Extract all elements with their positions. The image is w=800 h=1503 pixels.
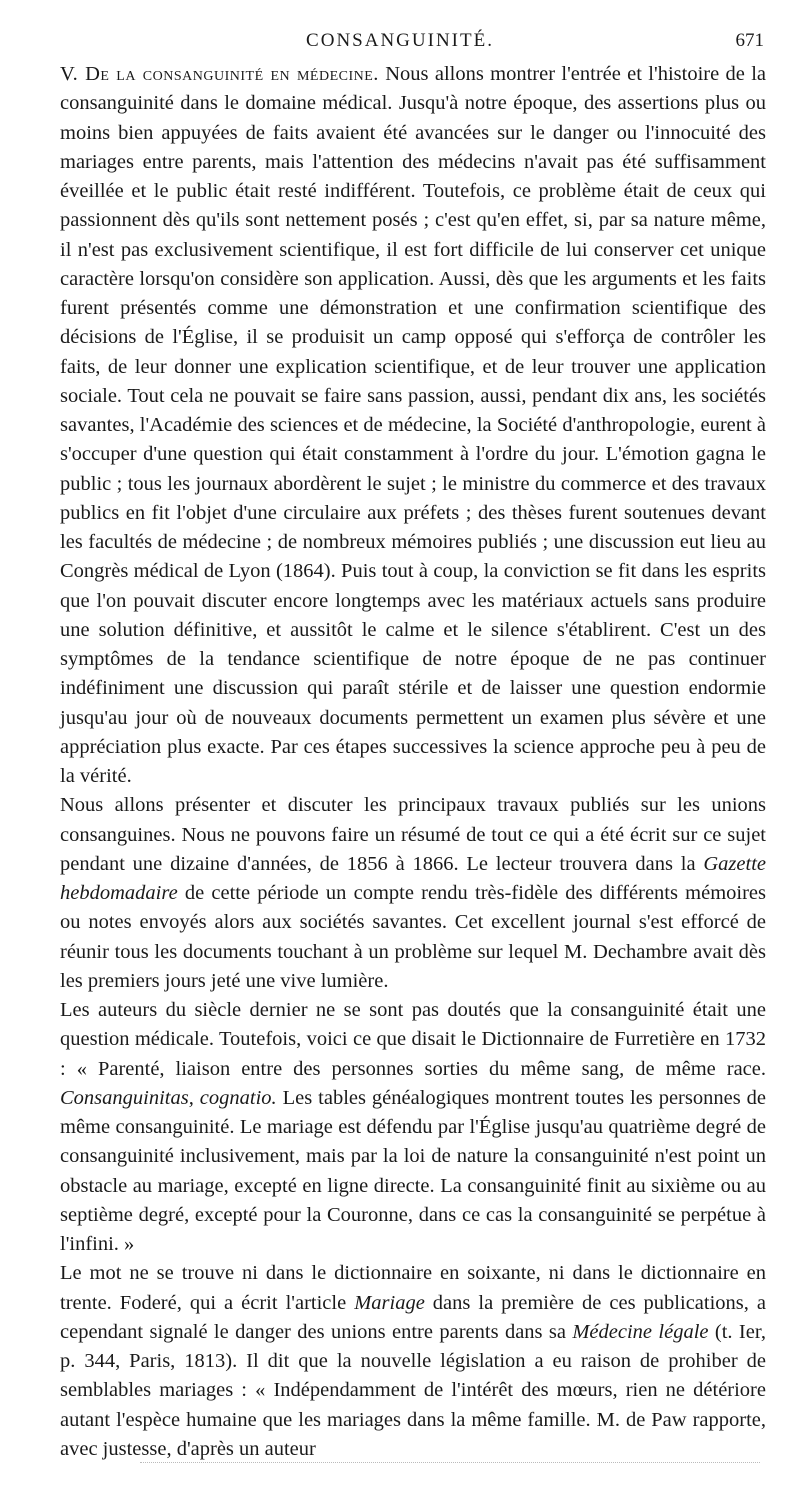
article-title-italic: Mariage: [354, 1291, 425, 1314]
bottom-bleed-through-line: [140, 1462, 760, 1463]
latin-term-italic: Consanguinitas, cognatio.: [60, 1086, 277, 1109]
section-heading: V. De la consanguinité en médecine.: [60, 63, 379, 85]
paragraph-3-text-a: Les auteurs du siècle dernier ne se sont pas doutés que la consanguinité était une question médicale. Toutefois, voici ce que disait le Dictionnaire de Furretière en 1732 : « Parenté, liaison entre des personnes sorties du même sang, de même race.: [60, 999, 766, 1080]
paragraph-3-text-b: Les tables généalogiques montrent toutes les personnes de même consanguinité. Le mariage est défendu par l'Église jusqu'au quatrième degré de consanguinité inclusivement, mais par la loi de nature la consanguinité n'est point un obstacle au mariage, excepté en ligne directe. La consanguinité finit au sixième ou au septième degré, excepté pour la Couronne, dans ce cas la consanguinité se perpétue à l'infini. »: [60, 1086, 766, 1255]
body-text: [60, 60, 766, 1464]
paragraph-1-text: Nous allons montrer l'entrée et l'histoire de la consanguinité dans le domaine médical. Jusqu'à notre époque, des assertions plus ou moins bien appuyées de faits avaient été avancées sur le danger ou l'innocuité des mariages entre parents, mais l'attention des médecins n'avait pas été suffisamment éveillée et le public était resté indifférent. Toutefois, ce problème était de ceux qui passionnent dès qu'ils sont nettement posés ; c'est qu'en effet, si, par sa nature même, il n'est pas exclusivement scientifique, il est fort difficile de lui conserver cet unique caractère lorsqu'on considère son application. Aussi, dès que les arguments et les faits furent présentés comme une démonstration et une confirmation scientifique des décisions de l'Église, il se produisit un camp opposé qui s'efforça de contrôler les faits, de leur donner une explication scientifique, et de leur trouver une application sociale. Tout cela ne pouvait se faire sans passion, aussi, pendant dix ans, les sociétés savantes, l'Académie des sciences et de médecine, la Société d'anthropologie, eurent à s'occuper d'une question qui était constamment à l'ordre du jour. L'émotion gagna le public ; tous les journaux abordèrent le sujet ; le ministre du commerce et des travaux publics en fit l'objet d'une circulaire aux préfets ; des thèses furent soutenues devant les facultés de médecine ; de nombreux mémoires publiés ; une discussion eut lieu au Congrès médical de Lyon (1864). Puis tout à coup, la conviction se fit dans les esprits que l'on pouvait discuter encore longtemps avec les matériaux actuels sans produire une solution définitive, et aussitôt le calme et le silence s'établirent. C'est un des symptômes de la tendance scientifique de notre époque de ne pas continuer indéfiniment une discussion qui paraît stérile et de laisser une question endormie jusqu'au jour où de nouveaux documents permettent un examen plus sévère et une appréciation plus exacte. Par ces étapes successives la science approche peu à peu de la vérité.: [60, 63, 766, 787]
paragraph-2-text-b: de cette période un compte rendu très-fidèle des différents mémoires ou notes envoyés alors aux sociétés savantes. Cet excellent journal s'est efforcé de réunir tous les documents touchant à un problème sur lequel M. Dechambre avait dès les premiers jours jeté une vive lumière.: [60, 882, 766, 992]
paragraph-4-text-a: Le mot ne se trouve ni dans le dictionnaire en soixante, ni dans le dictionnaire en trente. Foderé, qui a écrit l'article: [60, 1262, 766, 1314]
paragraph-4-text-b: dans la première de ces publications, a cependant signalé le danger des unions entre parents dans sa: [60, 1291, 766, 1343]
page-number: 671: [735, 30, 764, 51]
paragraph-2: [60, 791, 766, 996]
paragraph-3: [60, 996, 766, 1259]
paragraph-1: [60, 60, 766, 791]
running-header: [0, 30, 800, 60]
paragraph-4-text-c: (t. Ier, p. 344, Paris, 1813). Il dit que la nouvelle législation a eu raison de prohiber de semblables mariages : « Indépendamment de l'intérêt des mœurs, rien ne détériore autant l'espèce humaine que les mariages dans la même famille. M. de Paw rapporte, avec justesse, d'après un auteur: [60, 1320, 766, 1460]
running-title: CONSANGUINITÉ.: [306, 30, 494, 51]
book-title-italic: Médecine légale: [572, 1320, 709, 1343]
journal-title-italic: Gazette hebdomadaire: [60, 852, 766, 904]
paragraph-4: [60, 1259, 766, 1464]
paragraph-2-text-a: Nous allons présenter et discuter les principaux travaux publiés sur les unions consanguines. Nous ne pouvons faire un résumé de tout ce qui a été écrit sur ce sujet pendant une dizaine d'années, de 1856 à 1866. Le lecteur trouvera dans la: [60, 794, 766, 875]
